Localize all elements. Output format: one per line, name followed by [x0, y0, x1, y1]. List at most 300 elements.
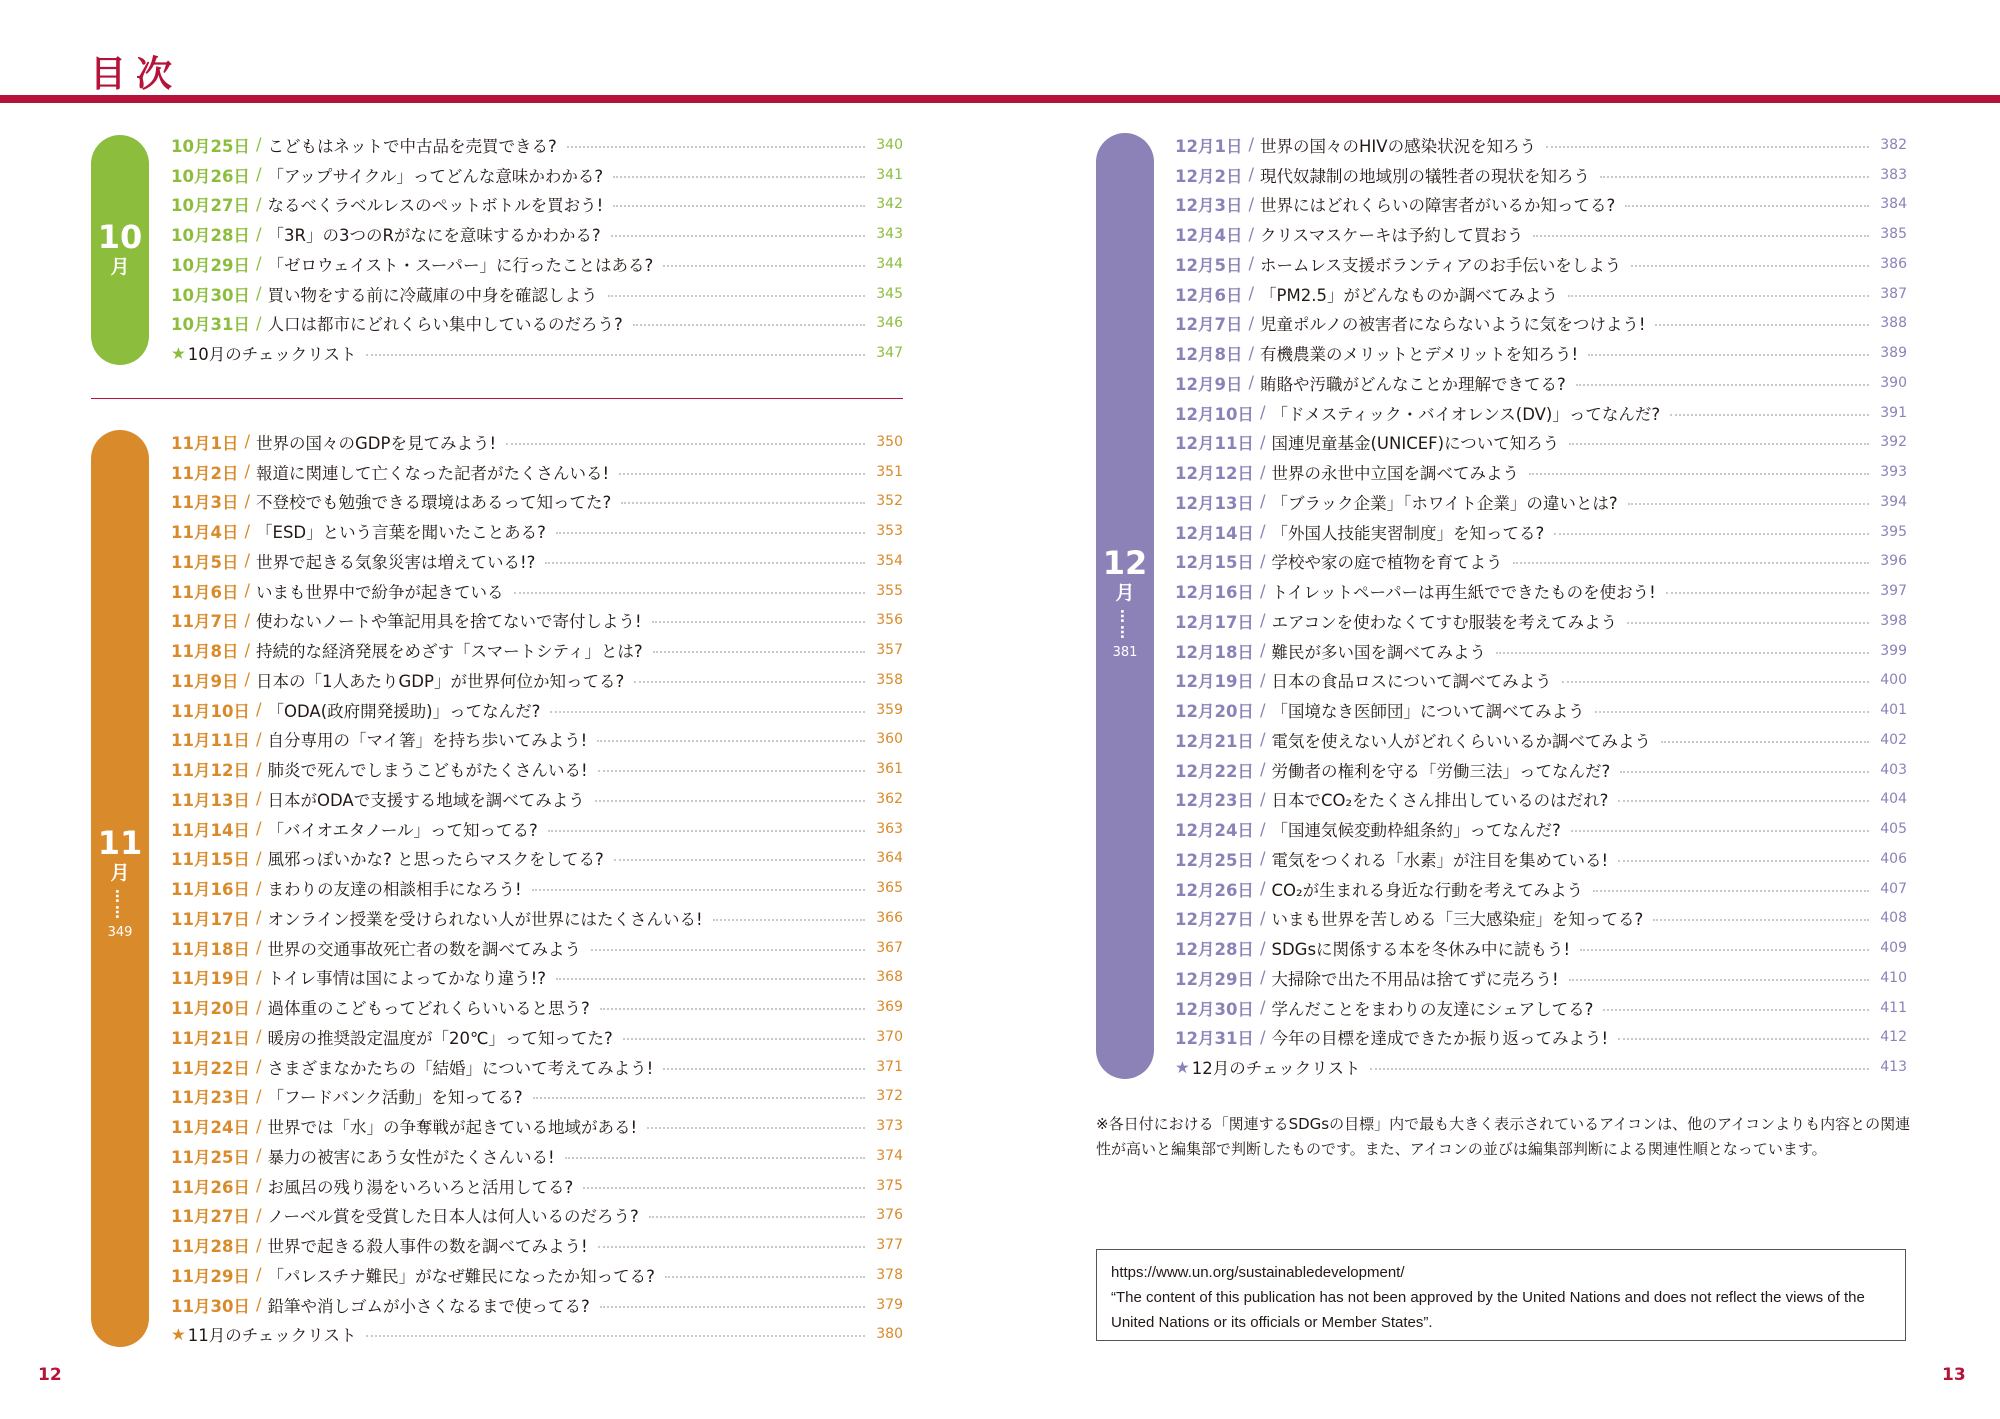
entry-title: 「国連気候変動枠組条約」ってなんだ? — [1271, 821, 1561, 841]
entry-date: 12月31日 — [1175, 1029, 1254, 1049]
entry-date: 11月28日 — [171, 1237, 250, 1257]
dot-leader — [1653, 919, 1869, 921]
toc-entry[interactable] — [171, 1111, 903, 1141]
entry-separator: / — [244, 610, 251, 630]
dot-leader — [567, 146, 865, 148]
entry-title: SDGsに関係する本を冬休み中に読もう! — [1271, 940, 1571, 960]
entry-title: 買い物をする前に冷蔵庫の中身を確認しよう — [267, 285, 598, 305]
entry-date: 12月3日 — [1175, 196, 1243, 216]
entry-title: いまも世界を苦しめる「三大感染症」を知ってる? — [1271, 910, 1644, 930]
entry-date: 10月26日 — [171, 166, 250, 186]
toc-entry[interactable] — [171, 1141, 903, 1171]
toc-entry[interactable] — [1175, 219, 1907, 249]
toc-entry[interactable] — [1175, 636, 1907, 666]
entry-separator: / — [1248, 165, 1255, 185]
entry-date: 12月24日 — [1175, 821, 1254, 841]
entry-page: 383 — [1880, 166, 1907, 183]
entry-page: 359 — [876, 701, 903, 718]
entry-page: 375 — [876, 1177, 903, 1194]
entry-page: 404 — [1880, 791, 1907, 808]
dot-leader — [1603, 1009, 1869, 1011]
entry-date: 11月13日 — [171, 790, 250, 810]
dot-leader — [1620, 771, 1869, 773]
entry-separator: / — [1259, 641, 1266, 661]
entry-title: 不登校でも勉強できる環境はあるって知ってた? — [256, 493, 612, 513]
toc-entry[interactable] — [171, 1230, 903, 1260]
entry-separator: / — [1248, 313, 1255, 333]
toc-entry[interactable] — [1175, 993, 1907, 1023]
entry-title: 「3R」の3つのRがなにを意味するかわかる? — [267, 226, 601, 246]
entry-separator: / — [1248, 284, 1255, 304]
entry-title: 「パレスチナ難民」がなぜ難民になったか知ってる? — [267, 1266, 655, 1286]
toc-entry[interactable] — [171, 1052, 903, 1082]
entry-date: 12月27日 — [1175, 910, 1254, 930]
entry-date: 11月6日 — [171, 582, 239, 602]
entry-date: 12月18日 — [1175, 642, 1254, 662]
entry-title: ノーベル賞を受賞した日本人は何人いるのだろう? — [267, 1207, 639, 1227]
entry-page: 350 — [876, 433, 903, 450]
toc-entry[interactable] — [171, 844, 903, 874]
toc-entry[interactable] — [1175, 814, 1907, 844]
entry-separator: / — [255, 848, 262, 868]
toc-entry[interactable] — [1175, 130, 1907, 160]
sdg-icon-note: ※各日付における「関連するSDGsの目標」内で最も大きく表示されているアイコンは、他のアイコンよりも内容との関連性が高いと編集部で判断したものです。また、アイコンの並びは編集部判断による関連性順となっています。 — [1096, 1115, 1911, 1158]
entry-separator: / — [1259, 581, 1266, 601]
dot-leader — [545, 562, 865, 564]
entry-title: 過体重のこどもってどれくらいいると思う? — [267, 999, 590, 1019]
toc-entry[interactable] — [171, 784, 903, 814]
entry-date: 11月27日 — [171, 1207, 250, 1227]
entry-separator: / — [255, 135, 262, 155]
entry-title: 世界で起きる気象災害は増えている!? — [256, 552, 536, 572]
toc-entry[interactable] — [1175, 695, 1907, 725]
dot-leader — [1625, 205, 1869, 207]
entry-title: 報道に関連して亡くなった記者がたくさんいる! — [256, 463, 610, 483]
entry-page: 363 — [876, 820, 903, 837]
dot-leader — [1529, 473, 1869, 475]
entry-page: 399 — [1880, 642, 1907, 659]
entry-title: 日本の「1人あたりGDP」が世界何位か知ってる? — [256, 671, 625, 691]
entry-separator: / — [255, 1295, 262, 1315]
entry-page: 361 — [876, 761, 903, 778]
dot-leader — [366, 354, 865, 356]
entry-separator: / — [1259, 551, 1266, 571]
entry-title: 電気を使えない人がどれくらいいるか調べてみよう — [1271, 731, 1651, 751]
entry-page: 343 — [876, 226, 903, 243]
entry-page: 394 — [1880, 493, 1907, 510]
entry-page: 367 — [876, 939, 903, 956]
toc-entry[interactable] — [171, 576, 903, 606]
entry-separator: / — [255, 224, 262, 244]
entry-page: 368 — [876, 969, 903, 986]
entry-separator: / — [244, 670, 251, 690]
november-toc-list — [171, 427, 903, 1349]
entry-date: 11月23日 — [171, 1088, 250, 1108]
toc-entry[interactable] — [171, 279, 903, 309]
entry-page: 356 — [876, 612, 903, 629]
entry-page: 365 — [876, 880, 903, 897]
entry-title: 「ブラック企業」「ホワイト企業」の違いとは? — [1271, 493, 1618, 513]
entry-page: 391 — [1880, 404, 1907, 421]
toc-entry[interactable] — [171, 903, 903, 933]
toc-entry[interactable] — [171, 427, 903, 457]
entry-separator: / — [255, 789, 262, 809]
un-disclaimer-box — [1096, 1249, 1906, 1341]
dot-leader — [600, 1008, 865, 1010]
toc-entry[interactable] — [1175, 249, 1907, 279]
october-toc-list — [171, 130, 903, 368]
dot-leader — [1600, 176, 1869, 178]
entry-separator: / — [255, 1116, 262, 1136]
dot-leader — [532, 889, 865, 891]
entry-date: 11月12日 — [171, 761, 250, 781]
entry-separator: / — [244, 491, 251, 511]
toc-entry[interactable] — [171, 814, 903, 844]
dot-leader — [1618, 1038, 1869, 1040]
dot-leader — [608, 295, 866, 297]
toc-entry[interactable] — [171, 516, 903, 546]
entry-date: 10月28日 — [171, 226, 250, 246]
entry-date: 12月28日 — [1175, 940, 1254, 960]
entry-title: 世界で起きる殺人事件の数を調べてみよう! — [267, 1237, 588, 1257]
toc-entry[interactable] — [1175, 160, 1907, 190]
checklist-title: 10月のチェックリスト — [187, 345, 357, 365]
entry-title: 世界の交通事故死亡者の数を調べてみよう — [267, 939, 581, 959]
entry-separator: / — [255, 700, 262, 720]
entry-page: 340 — [876, 136, 903, 153]
dot-leader: …… — [112, 889, 128, 921]
entry-date: 12月14日 — [1175, 523, 1254, 543]
dot-leader — [1580, 949, 1869, 951]
toc-entry[interactable] — [1175, 338, 1907, 368]
dot-leader — [665, 1276, 865, 1278]
entry-title: 「ドメスティック・バイオレンス(DV)」ってなんだ? — [1271, 404, 1661, 424]
dot-leader — [1569, 979, 1869, 981]
toc-entry[interactable] — [1175, 457, 1907, 487]
dot-leader — [1569, 443, 1869, 445]
entry-separator: / — [244, 581, 251, 601]
entry-separator: / — [255, 254, 262, 274]
month-start-page: 381 — [1112, 645, 1138, 660]
entry-page: 373 — [876, 1118, 903, 1135]
dot-leader — [506, 443, 865, 445]
entry-page: 354 — [876, 552, 903, 569]
checklist-page: 413 — [1880, 1059, 1907, 1076]
toc-entry[interactable] — [171, 160, 903, 190]
toc-entry[interactable] — [171, 457, 903, 487]
toc-entry[interactable] — [1175, 785, 1907, 815]
entry-separator: / — [255, 1027, 262, 1047]
entry-title: 「ゼロウェイスト・スーパー」に行ったことはある? — [267, 255, 654, 275]
toc-entry[interactable] — [1175, 755, 1907, 785]
dot-leader — [565, 1157, 865, 1159]
entry-date: 11月20日 — [171, 999, 250, 1019]
entry-separator: / — [1259, 730, 1266, 750]
toc-entry[interactable] — [1175, 428, 1907, 458]
entry-title: トイレ事情は国によってかなり違う!? — [267, 969, 547, 989]
entry-separator: / — [244, 551, 251, 571]
entry-title: 「ODA(政府開発援助)」ってなんだ? — [267, 701, 541, 721]
entry-separator: / — [255, 165, 262, 185]
entry-page: 384 — [1880, 196, 1907, 213]
entry-page: 387 — [1880, 285, 1907, 302]
dot-leader — [1618, 860, 1869, 862]
entry-title: 賄賂や汚職がどんなことか理解できてる? — [1260, 374, 1566, 394]
entry-page: 400 — [1880, 672, 1907, 689]
entry-date: 11月19日 — [171, 969, 250, 989]
entry-title: 暖房の推奨設定温度が「20℃」って知ってた? — [267, 1028, 613, 1048]
entry-page: 407 — [1880, 880, 1907, 897]
toc-entry[interactable] — [171, 933, 903, 963]
entry-title: 肺炎で死んでしまうこどもがたくさんいる! — [267, 761, 588, 781]
month-start-page: 349 — [107, 925, 133, 940]
entry-date: 10月30日 — [171, 285, 250, 305]
entry-title: 鉛筆や消しゴムが小さくなるまで使ってる? — [267, 1296, 590, 1316]
dot-leader — [591, 949, 865, 951]
dot-leader — [663, 1068, 865, 1070]
entry-date: 11月7日 — [171, 612, 239, 632]
entry-date: 12月15日 — [1175, 553, 1254, 573]
entry-separator: / — [255, 997, 262, 1017]
section-divider — [91, 398, 903, 399]
entry-title: 「PM2.5」がどんなものか調べてみよう — [1260, 285, 1558, 305]
toc-entry[interactable] — [171, 963, 903, 993]
entry-page: 385 — [1880, 226, 1907, 243]
dot-leader — [533, 1097, 865, 1099]
entry-separator: / — [1259, 789, 1266, 809]
dot-leader — [1568, 295, 1869, 297]
toc-entry[interactable] — [171, 665, 903, 695]
entry-separator: / — [244, 462, 251, 482]
toc-entry[interactable] — [171, 1082, 903, 1112]
dot-leader — [583, 1187, 865, 1189]
entry-separator: / — [255, 819, 262, 839]
dot-leader — [597, 740, 865, 742]
entry-title: 学んだことをまわりの友達にシェアしてる? — [1271, 999, 1594, 1019]
entry-separator: / — [244, 640, 251, 660]
december-tab — [1096, 133, 1154, 1079]
toc-entry[interactable] — [171, 487, 903, 517]
entry-date: 12月25日 — [1175, 850, 1254, 870]
toc-entry[interactable] — [1175, 309, 1907, 339]
entry-date: 12月19日 — [1175, 672, 1254, 692]
entry-separator: / — [1259, 968, 1266, 988]
entry-date: 12月20日 — [1175, 702, 1254, 722]
entry-date: 11月16日 — [171, 880, 250, 900]
toc-entry[interactable] — [171, 754, 903, 784]
toc-entry[interactable] — [1175, 904, 1907, 934]
toc-entry[interactable] — [171, 873, 903, 903]
entry-page: 353 — [876, 523, 903, 540]
entry-date: 11月9日 — [171, 671, 239, 691]
dot-leader — [611, 235, 865, 237]
toc-entry[interactable] — [1175, 487, 1907, 517]
entry-title: 有機農業のメリットとデメリットを知ろう! — [1260, 345, 1579, 365]
entry-separator: / — [1259, 611, 1266, 631]
toc-entry[interactable] — [171, 249, 903, 279]
entry-separator: / — [1259, 432, 1266, 452]
toc-entry[interactable] — [1175, 517, 1907, 547]
entry-separator: / — [255, 1086, 262, 1106]
entry-date: 12月11日 — [1175, 434, 1254, 454]
un-disclaimer-text: “The content of this publication has not been approved by the United Nations and does not reflect the views of the United Nations or its officials or Member States”. — [1111, 1289, 1865, 1331]
entry-date: 12月17日 — [1175, 612, 1254, 632]
toc-entry[interactable] — [171, 725, 903, 755]
dot-leader — [647, 1127, 865, 1129]
dot-leader — [548, 830, 865, 832]
entry-page: 403 — [1880, 761, 1907, 778]
entry-page: 386 — [1880, 255, 1907, 272]
entry-date: 10月29日 — [171, 255, 250, 275]
dot-leader — [556, 978, 865, 980]
toc-entry[interactable] — [1175, 606, 1907, 636]
toc-entry[interactable] — [1175, 368, 1907, 398]
entry-title: 労働者の権利を守る「労働三法」ってなんだ? — [1271, 761, 1611, 781]
entry-title: 自分専用の「マイ箸」を持ち歩いてみよう! — [267, 731, 588, 751]
entry-title: 日本の食品ロスについて調べてみよう — [1271, 672, 1552, 692]
month-number: 11 — [97, 824, 143, 862]
dot-leader — [1593, 890, 1869, 892]
entry-title: まわりの友達の相談相手になろう! — [267, 880, 522, 900]
entry-date: 12月29日 — [1175, 969, 1254, 989]
month-unit: 月 — [110, 256, 130, 278]
entry-page: 396 — [1880, 553, 1907, 570]
toc-entry[interactable] — [171, 1022, 903, 1052]
checklist-entry[interactable] — [1175, 1052, 1907, 1082]
entry-page: 351 — [876, 463, 903, 480]
toc-entry[interactable] — [171, 219, 903, 249]
dot-leader — [1496, 652, 1869, 654]
entry-separator: / — [255, 284, 262, 304]
entry-date: 11月4日 — [171, 523, 239, 543]
toc-entry[interactable] — [1175, 398, 1907, 428]
entry-title: CO₂が生まれる身近な行動を考えてみよう — [1271, 880, 1584, 900]
entry-title: トイレットペーパーは再生紙でできたものを使おう! — [1271, 583, 1656, 603]
entry-separator: / — [255, 1057, 262, 1077]
dot-leader — [652, 621, 865, 623]
dot-leader — [634, 681, 865, 683]
toc-entry[interactable] — [1175, 933, 1907, 963]
entry-title: 「フードバンク活動」を知ってる? — [267, 1088, 523, 1108]
checklist-entry[interactable] — [171, 338, 903, 368]
checklist-entry[interactable] — [171, 1320, 903, 1350]
dot-leader — [1562, 681, 1869, 683]
entry-page: 355 — [876, 582, 903, 599]
header-rule — [0, 95, 2000, 103]
toc-entry[interactable] — [1175, 576, 1907, 606]
toc-entry[interactable] — [171, 130, 903, 160]
entry-separator: / — [1248, 194, 1255, 214]
entry-page: 406 — [1880, 850, 1907, 867]
toc-entry[interactable] — [1175, 1023, 1907, 1053]
entry-page: 412 — [1880, 1029, 1907, 1046]
entry-date: 11月15日 — [171, 850, 250, 870]
entry-date: 11月29日 — [171, 1266, 250, 1286]
entry-title: 人口は都市にどれくらい集中しているのだろう? — [267, 315, 623, 335]
entry-page: 357 — [876, 642, 903, 659]
toc-entry[interactable] — [171, 1201, 903, 1231]
entry-separator: / — [1248, 135, 1255, 155]
entry-date: 11月8日 — [171, 642, 239, 662]
toc-entry[interactable] — [171, 606, 903, 636]
entry-date: 11月11日 — [171, 731, 250, 751]
entry-date: 12月9日 — [1175, 374, 1243, 394]
checklist-title: 11月のチェックリスト — [187, 1326, 357, 1346]
toc-entry[interactable] — [1175, 547, 1907, 577]
toc-entry[interactable] — [1175, 279, 1907, 309]
toc-entry[interactable] — [171, 309, 903, 339]
dot-leader — [633, 324, 865, 326]
entry-title: なるべくラベルレスのペットボトルを買おう! — [267, 196, 604, 216]
dot-leader — [619, 473, 865, 475]
entry-date: 12月4日 — [1175, 226, 1243, 246]
dot-leader — [1618, 800, 1869, 802]
entry-page: 392 — [1880, 434, 1907, 451]
entry-page: 395 — [1880, 523, 1907, 540]
toc-entry[interactable] — [1175, 963, 1907, 993]
toc-entry[interactable] — [1175, 190, 1907, 220]
toc-entry[interactable] — [171, 695, 903, 725]
entry-page: 379 — [876, 1296, 903, 1313]
entry-title: 世界の国々のHIVの感染状況を知ろう — [1260, 136, 1537, 156]
toc-entry[interactable] — [171, 1171, 903, 1201]
entry-page: 360 — [876, 731, 903, 748]
toc-entry[interactable] — [171, 190, 903, 220]
month-number: 10 — [97, 218, 143, 256]
dot-leader — [1513, 562, 1870, 564]
toc-entry[interactable] — [171, 992, 903, 1022]
checklist-page: 347 — [876, 345, 903, 362]
entry-title: 大掃除で出た不用品は捨てずに売ろう! — [1271, 969, 1559, 989]
toc-entry[interactable] — [171, 1260, 903, 1290]
entry-page: 411 — [1880, 999, 1907, 1016]
entry-title: 世界にはどれくらいの障害者がいるか知ってる? — [1260, 196, 1616, 216]
entry-title: 日本がODAで支援する地域を調べてみよう — [267, 790, 585, 810]
entry-page: 389 — [1880, 345, 1907, 362]
entry-page: 398 — [1880, 612, 1907, 629]
entry-separator: / — [1248, 373, 1255, 393]
star-icon: ★ — [171, 1324, 186, 1344]
entry-date: 12月7日 — [1175, 315, 1243, 335]
entry-date: 12月23日 — [1175, 791, 1254, 811]
entry-separator: / — [1259, 1027, 1266, 1047]
entry-page: 374 — [876, 1147, 903, 1164]
star-icon: ★ — [1175, 1057, 1190, 1077]
toc-entry[interactable] — [1175, 844, 1907, 874]
entry-title: 世界の永世中立国を調べてみよう — [1271, 464, 1519, 484]
entry-page: 370 — [876, 1028, 903, 1045]
toc-entry[interactable] — [1175, 666, 1907, 696]
dot-leader — [1661, 741, 1869, 743]
entry-title: 「外国人技能実習制度」を知ってる? — [1271, 523, 1545, 543]
entry-date: 11月25日 — [171, 1147, 250, 1167]
toc-entry[interactable] — [171, 635, 903, 665]
entry-separator: / — [255, 1176, 262, 1196]
dot-leader — [613, 205, 865, 207]
toc-entry[interactable] — [1175, 874, 1907, 904]
entry-page: 366 — [876, 909, 903, 926]
toc-entry[interactable] — [1175, 725, 1907, 755]
entry-title: クリスマスケーキは予約して買おう — [1260, 226, 1524, 246]
entry-page: 369 — [876, 999, 903, 1016]
dot-leader — [600, 1306, 865, 1308]
entry-page: 358 — [876, 671, 903, 688]
dot-leader — [514, 592, 865, 594]
entry-date: 11月17日 — [171, 909, 250, 929]
toc-entry[interactable] — [171, 546, 903, 576]
toc-entry[interactable] — [171, 1290, 903, 1320]
entry-title: 「バイオエタノール」って知ってる? — [267, 820, 538, 840]
